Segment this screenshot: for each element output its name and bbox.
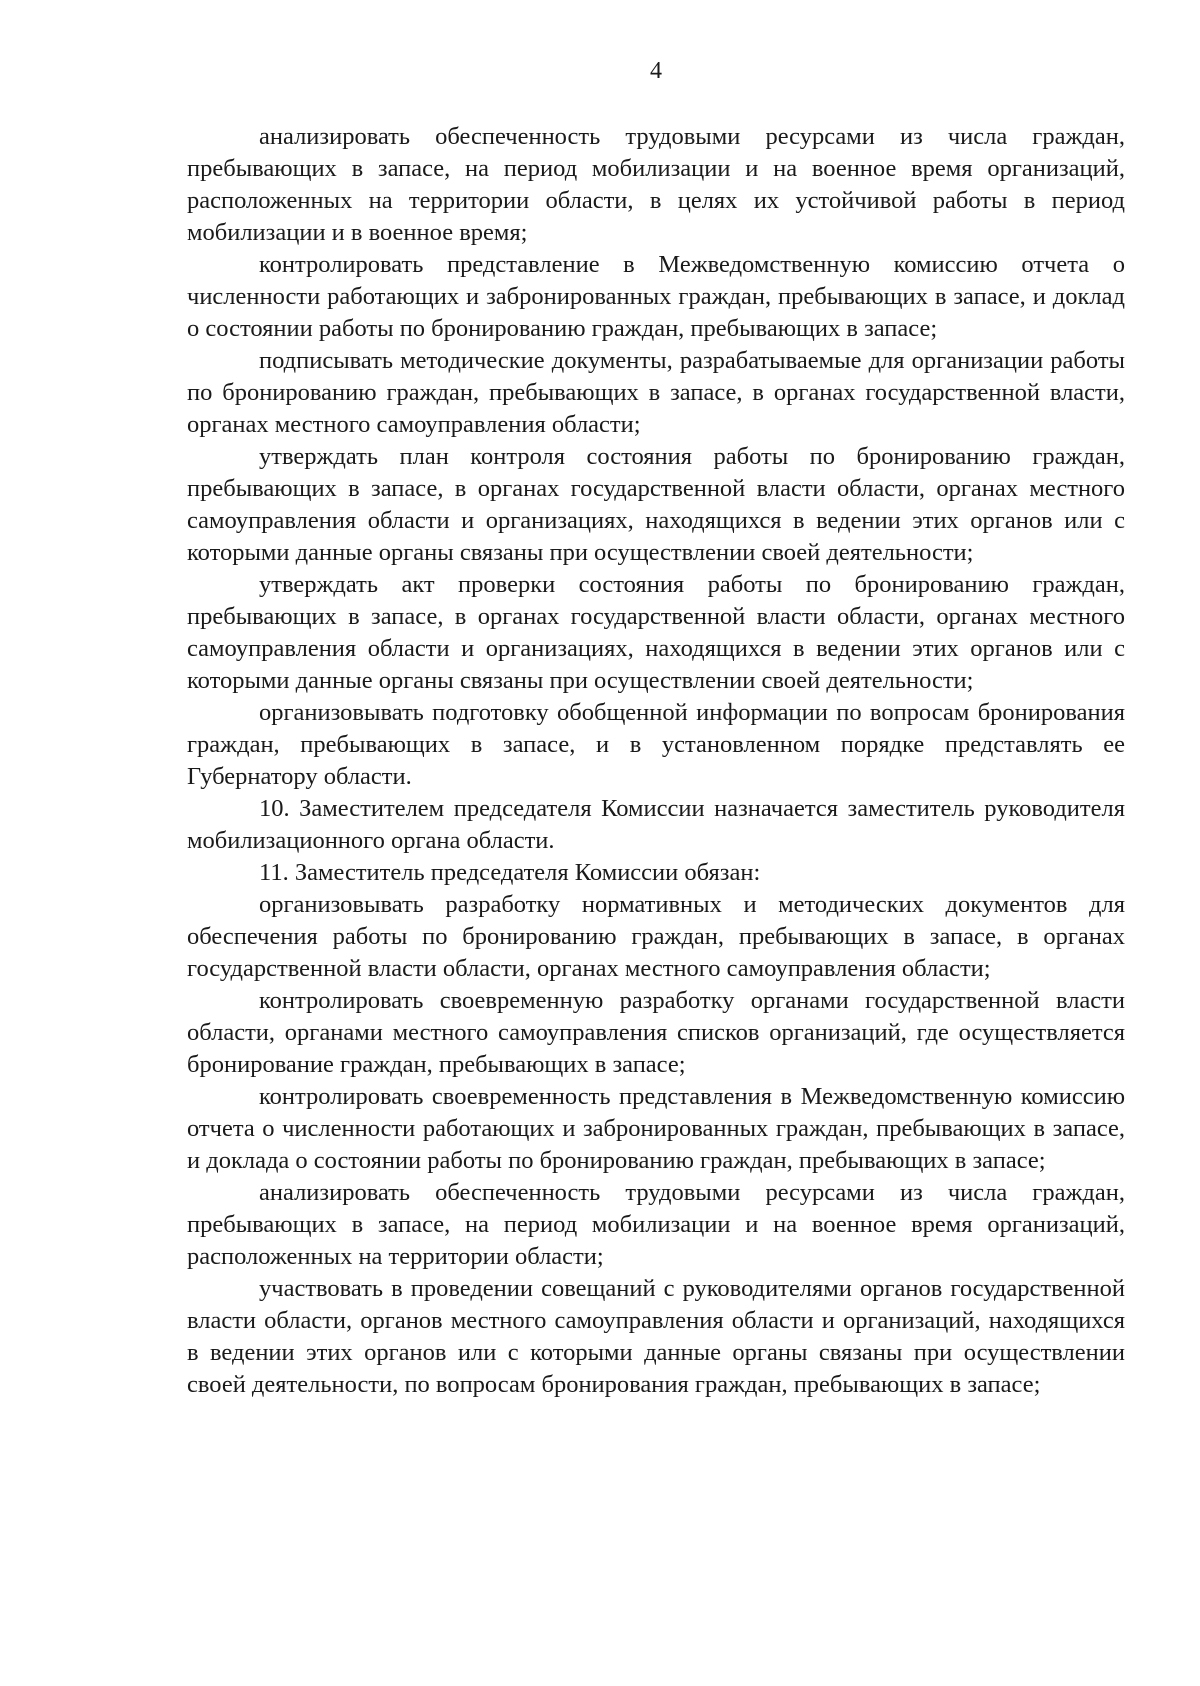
paragraph: контролировать своевременную разработку органами государственной власти области, органами местного самоуправления списков организаций, где осуществляется бронирование граждан, пребывающих в запасе; [187, 987, 1125, 1078]
paragraph: участвовать в проведении совещаний с руководителями органов государственной власти области, органов местного самоуправления области и организаций, находящихся в ведении этих органов или с которыми данные органы связаны при осуществлении своей деятельности, по вопросам бронирования граждан, пребывающих в запасе; [187, 1275, 1125, 1398]
paragraph: организовывать разработку нормативных и методических документов для обеспечения работы по бронированию граждан, пребывающих в запасе, в органах государственной власти области, органах местного самоуправления области; [187, 891, 1125, 982]
paragraph: контролировать своевременность представления в Межведомственную комиссию отчета о численности работающих и забронированных граждан, пребывающих в запасе, и доклада о состоянии работы по бронированию граждан, пребывающих в запасе; [187, 1083, 1125, 1174]
paragraph-item-10: 10. Заместителем председателя Комиссии назначается заместитель руководителя мобилизационного органа области. [187, 795, 1125, 854]
paragraph: утверждать план контроля состояния работы по бронированию граждан, пребывающих в запасе, в органах государственной власти области, органах местного самоуправления области и организациях, находящихся в ведении этих органов или с которыми данные органы связаны при осуществлении своей деятельности; [187, 443, 1125, 566]
paragraph: анализировать обеспеченность трудовыми ресурсами из числа граждан, пребывающих в запасе, на период мобилизации и на военное время организаций, расположенных на территории области, в целях их устойчивой работы в период мобилизации и в военное время; [187, 123, 1125, 246]
page-number: 4 [650, 58, 662, 84]
paragraph: организовывать подготовку обобщенной информации по вопросам бронирования граждан, пребывающих в запасе, и в установленном порядке представлять ее Губернатору области. [187, 699, 1125, 790]
paragraph: подписывать методические документы, разрабатываемые для организации работы по бронированию граждан, пребывающих в запасе, в органах государственной власти, органах местного самоуправления области; [187, 347, 1125, 438]
document-body [187, 121, 1125, 1401]
paragraph: анализировать обеспеченность трудовыми ресурсами из числа граждан, пребывающих в запасе, на период мобилизации и на военное время организаций, расположенных на территории области; [187, 1179, 1125, 1270]
paragraph: контролировать представление в Межведомственную комиссию отчета о численности работающих и забронированных граждан, пребывающих в запасе, и доклад о состоянии работы по бронированию граждан, пребывающих в запасе; [187, 251, 1125, 342]
paragraph-item-11: 11. Заместитель председателя Комиссии обязан: [259, 859, 761, 886]
paragraph: утверждать акт проверки состояния работы по бронированию граждан, пребывающих в запасе, в органах государственной власти области, органах местного самоуправления области и организациях, находящихся в ведении этих органов или с которыми данные органы связаны при осуществлении своей деятельности; [187, 571, 1125, 694]
